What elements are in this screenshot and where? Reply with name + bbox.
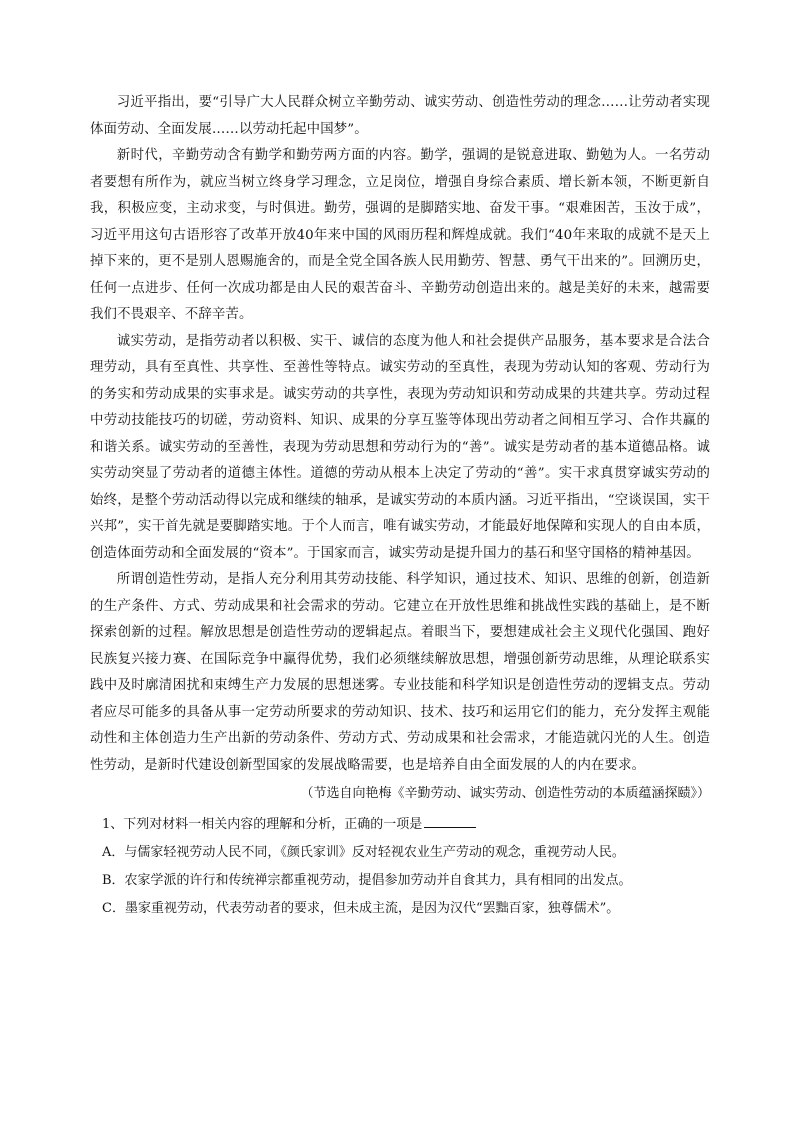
question-block <box>90 811 710 923</box>
option-b: B．农家学派的许行和传统禅宗都重视劳动，提倡参加劳动并自食其力，具有相同的出发点。 <box>102 873 632 888</box>
option-a: A．与儒家轻视劳动人民不同，《颜氏家训》反对轻视农业生产劳动的观念，重视劳动人民。 <box>102 845 625 860</box>
source-citation: （节选自向艳梅《辛勤劳动、诚实劳动、创造性劳动的本质蕴涵探赜》） <box>300 786 710 801</box>
paragraph-hard-work: 新时代，辛勤劳动含有勤学和勤劳两方面的内容。勤学，强调的是锐意进取、勤勉为人。一名劳动者要想有所作为，就应当树立终身学习理念，立足岗位，增强自身综合素质、增长新本领，不断更新自我，积极应变，主动求变，与时俱进。勤劳，强调的是脚踏实地、奋发干事。“艰难困苦，玉汝于成”，习近平用这句古语形容了改革开放40年来中国的风雨历程和辉煌成就。我们“40年来取的成就不是天上掉下来的，更不是别人恩赐施舍的，而是全党全国各族人民用勤劳、智慧、勇气干出来的”。回溯历史，任何一点进步、任何一次成功都是由人民的艰苦奋斗、辛勤劳动创造出来的。越是美好的未来，越需要我们不畏艰辛、不辞辛苦。 <box>90 148 710 322</box>
answer-blank <box>424 813 476 828</box>
article-body <box>90 90 710 923</box>
paragraph-creative-work: 所谓创造性劳动，是指人充分利用其劳动技能、科学知识，通过技术、知识、思维的创新，创造新的生产条件、方式、劳动成果和社会需求的劳动。它建立在开放性思维和挑战性实践的基础上，是不断探索创新的过程。解放思想是创造性劳动的逻辑起点。着眼当下，要想建成社会主义现代化强国、跑好民族复兴接力赛、在国际竞争中赢得优势，我们必须继续解放思想，增强创新劳动思维，从理论联系实践中及时廓清困扰和束缚生产力发展的思想迷雾。专业技能和科学知识是创造性劳动的逻辑支点。劳动者应尽可能多的具备从事一定劳动所要求的劳动知识、技术、技巧和运用它们的能力，充分发挥主观能动性和主体创造力生产出新的劳动条件、劳动方式、劳动成果和社会需求，才能造就闪光的人生。创造性劳动，是新时代建设创新型国家的发展战略需要，也是培养自由全面发展的人的内在要求。 <box>90 572 710 773</box>
option-c: C．墨家重视劳动，代表劳动者的要求，但未成主流，是因为汉代“罢黜百家，独尊儒术”。 <box>102 901 620 916</box>
paragraph-honest-work: 诚实劳动，是指劳动者以积极、实干、诚信的态度为他人和社会提供产品服务，基本要求是合法合理劳动，具有至真性、共享性、至善性等特点。诚实劳动的至真性，表现为劳动认知的客观、劳动行为的务实和劳动成果的实事求是。诚实劳动的共享性，表现为劳动知识和劳动成果的共建共享。劳动过程中劳动技能技巧的切磋，劳动资料、知识、成果的分享互鉴等体现出劳动者之间相互学习、合作共赢的和谐关系。诚实劳动的至善性，表现为劳动思想和劳动行为的“善”。诚实是劳动者的基本道德品格。诚实劳动突显了劳动者的道德主体性。道德的劳动从根本上决定了劳动的“善”。实干求真贯穿诚实劳动的始终，是整个劳动活动得以完成和继续的轴承，是诚实劳动的本质内涵。习近平指出，“空谈误国，实干兴邦”，实干首先就是要脚踏实地。于个人而言，唯有诚实劳动，才能最好地保障和实现人的自由本质，创造体面劳动和全面发展的“资本”。于国家而言，诚实劳动是提升国力的基石和坚守国格的精神基因。 <box>90 333 710 561</box>
paragraph-quote-xi: 习近平指出，要“引导广大人民群众树立辛勤劳动、诚实劳动、创造性劳动的理念……让劳动者实现体面劳动、全面发展……以劳动托起中国梦”。 <box>90 95 710 137</box>
question-stem <box>90 811 710 839</box>
question-stem-text: 1、下列对材料一相关内容的理解和分析，正确的一项是 <box>102 817 423 832</box>
